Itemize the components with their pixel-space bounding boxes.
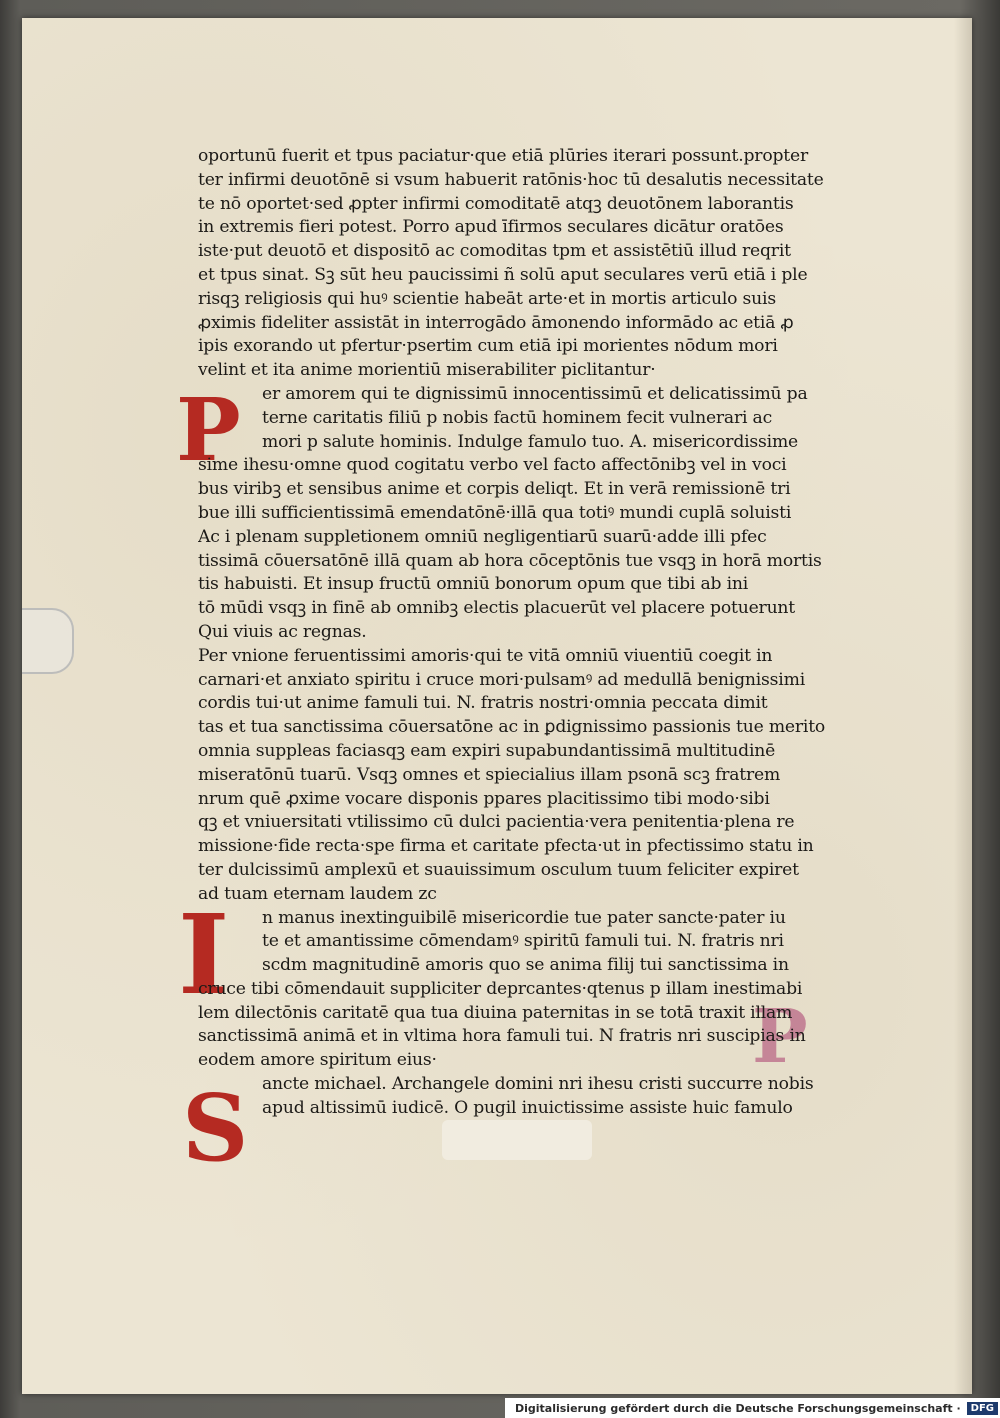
text-line: velint et ita anime morientiū miserabiliter piclitantur·: [198, 360, 656, 381]
text-line: Qui viuis ac regnas.: [198, 621, 367, 642]
text-line: sime ihesu·omne quod cogitatu verbo vel facto affectōnibꝫ vel in voci: [198, 455, 787, 476]
text-line: n manus inextinguibilē misericordie tue pater sancte·pater iu: [262, 907, 786, 928]
text-block: [198, 145, 826, 1121]
text-line: oportunū fuerit et tpus paciatur·que etiā plūries iterari possunt.propter: [198, 146, 808, 166]
text-line: cordis tui·ut anime famuli tui. N. fratris nostri·omnia peccata dimit: [198, 693, 768, 714]
text-line: in extremis fieri potest. Porro apud īfirmos seculares dicātur oratōes: [198, 217, 784, 238]
red-initial-s: S: [182, 1074, 249, 1182]
text-line: Ac i plenam suppletionem omniū negligentiarū suarū·adde illi pfec: [198, 526, 767, 547]
text-line: carnari·et anxiato spiritu i cruce mori·pulsamꝰ ad medullā benignissimi: [198, 669, 805, 690]
text-line: sanctissimā animā et in vltima hora famuli tui. N fratris nri suscipias in: [198, 1026, 806, 1047]
text-line: omnia suppleas faciasqꝫ eam expiri supabundantissimā multitudinē: [198, 740, 776, 761]
text-line: tas et tua sanctissima cōuersatōne ac in ꝑdignissimo passionis tue merito: [198, 717, 826, 738]
text-line: ꝓximis fideliter assistāt in interrogādo āmonendo informādo ac etiā ꝓ: [198, 312, 794, 333]
footer-credit: [505, 1398, 1000, 1418]
text-line: tis habuisti. Et insup fructū omniū bonorum opum que tibi ab ini: [198, 574, 749, 595]
paper-clip: [22, 608, 74, 674]
text-line: Per vnione feruentissimi amoris·qui te vitā omniū viuentiū coegit in: [198, 645, 773, 666]
text-line: ter infirmi deuotōnē si vsum habuerit ratōnis·hoc tū desalutis necessitate: [198, 169, 824, 190]
paper-repair-patch: [442, 1120, 592, 1160]
red-initial-p: P: [176, 380, 241, 481]
text-line: er amorem qui te dignissimū innocentissimū et delicatissimū pa: [262, 383, 808, 404]
text-line: ipis exorando ut pfertur·psertim cum etiā ipi morientes nōdum mori: [198, 336, 778, 357]
text-line: apud altissimū iudicē. O pugil inuictissime assiste huic famulo: [262, 1097, 793, 1118]
text-line: lem dilectōnis caritatē qua tua diuina paternitas in se totā traxit illam: [198, 1002, 793, 1023]
text-line: et tpus sinat. Sꝫ sūt heu paucissimi ñ solū aput seculares verū etiā i ple: [198, 264, 808, 285]
text-line: missione·fide recta·spe firma et caritate pfecta·ut in pfectissimo statu in: [198, 836, 814, 857]
text-line: eodem amore spiritum eius·: [198, 1050, 437, 1071]
text-line: bus viribꝫ et sensibus anime et corpis deliqt. Et in verā remissionē tri: [198, 479, 791, 500]
text-line: qꝫ et vniuersitati vtilissimo cū dulci pacientia·vera penitentia·plena re: [198, 812, 795, 833]
text-line: te et amantissime cōmendamꝰ spiritū famuli tui. N. fratris nri: [262, 931, 784, 952]
text-line: risqꝫ religiosis qui huꝰ scientie habeāt arte·et in mortis articulo suis: [198, 288, 776, 309]
text-line: tō mūdi vsqꝫ in finē ab omnibꝫ electis placuerūt vel placere potuerunt: [198, 598, 796, 619]
text-line: tissimā cōuersatōnē illā quam ab hora cōceptōnis tue vsqꝫ in horā mortis: [198, 550, 822, 571]
text-line: bue illi sufficientissimā emendatōnē·illā qua totiꝰ mundi cuplā soluisti: [198, 502, 792, 523]
text-line: cruce tibi cōmendauit suppliciter deprcantes·qtenus p illam inestimabi: [198, 978, 803, 999]
red-initial-i: I: [178, 890, 230, 1019]
text-line: miseratōnū tuarū. Vsqꝫ omnes et spiecialius illam psonā scꝫ fratrem: [198, 764, 781, 785]
text-line: ad tuam eternam laudem zc: [198, 883, 437, 904]
page-edge-shadow: [954, 18, 972, 1394]
text-line: te nō oportet·sed ꝓpter infirmi comoditatē atqꝫ deuotōnem laborantis: [198, 193, 794, 214]
text-line: iste·put deuotō et dispositō ac comoditas tpm et assistētiū illud reqrit: [198, 241, 791, 262]
text-line: ter dulcissimū amplexū et suauissimum osculum tuum feliciter expiret: [198, 859, 799, 880]
footer-credit-text: Digitalisierung gefördert durch die Deutsche Forschungsgemeinschaft ·: [514, 1401, 961, 1415]
dfg-logo: DFG: [967, 1402, 998, 1415]
text-line: ancte michael. Archangele domini nri ihesu cristi succurre nobis: [262, 1074, 814, 1095]
faint-initial-offset: P: [752, 994, 808, 1080]
text-line: nrum quē ꝓxime vocare disponis ppares placitissimo tibi modo·sibi: [198, 788, 770, 809]
text-line: scdm magnitudinē amoris quo se anima filij tui sanctissima in: [262, 955, 789, 976]
text-line: terne caritatis filiū p nobis factū hominem fecit vulnerari ac: [262, 407, 773, 428]
text-line: mori p salute hominis. Indulge famulo tuo. A. misericordissime: [262, 431, 799, 452]
